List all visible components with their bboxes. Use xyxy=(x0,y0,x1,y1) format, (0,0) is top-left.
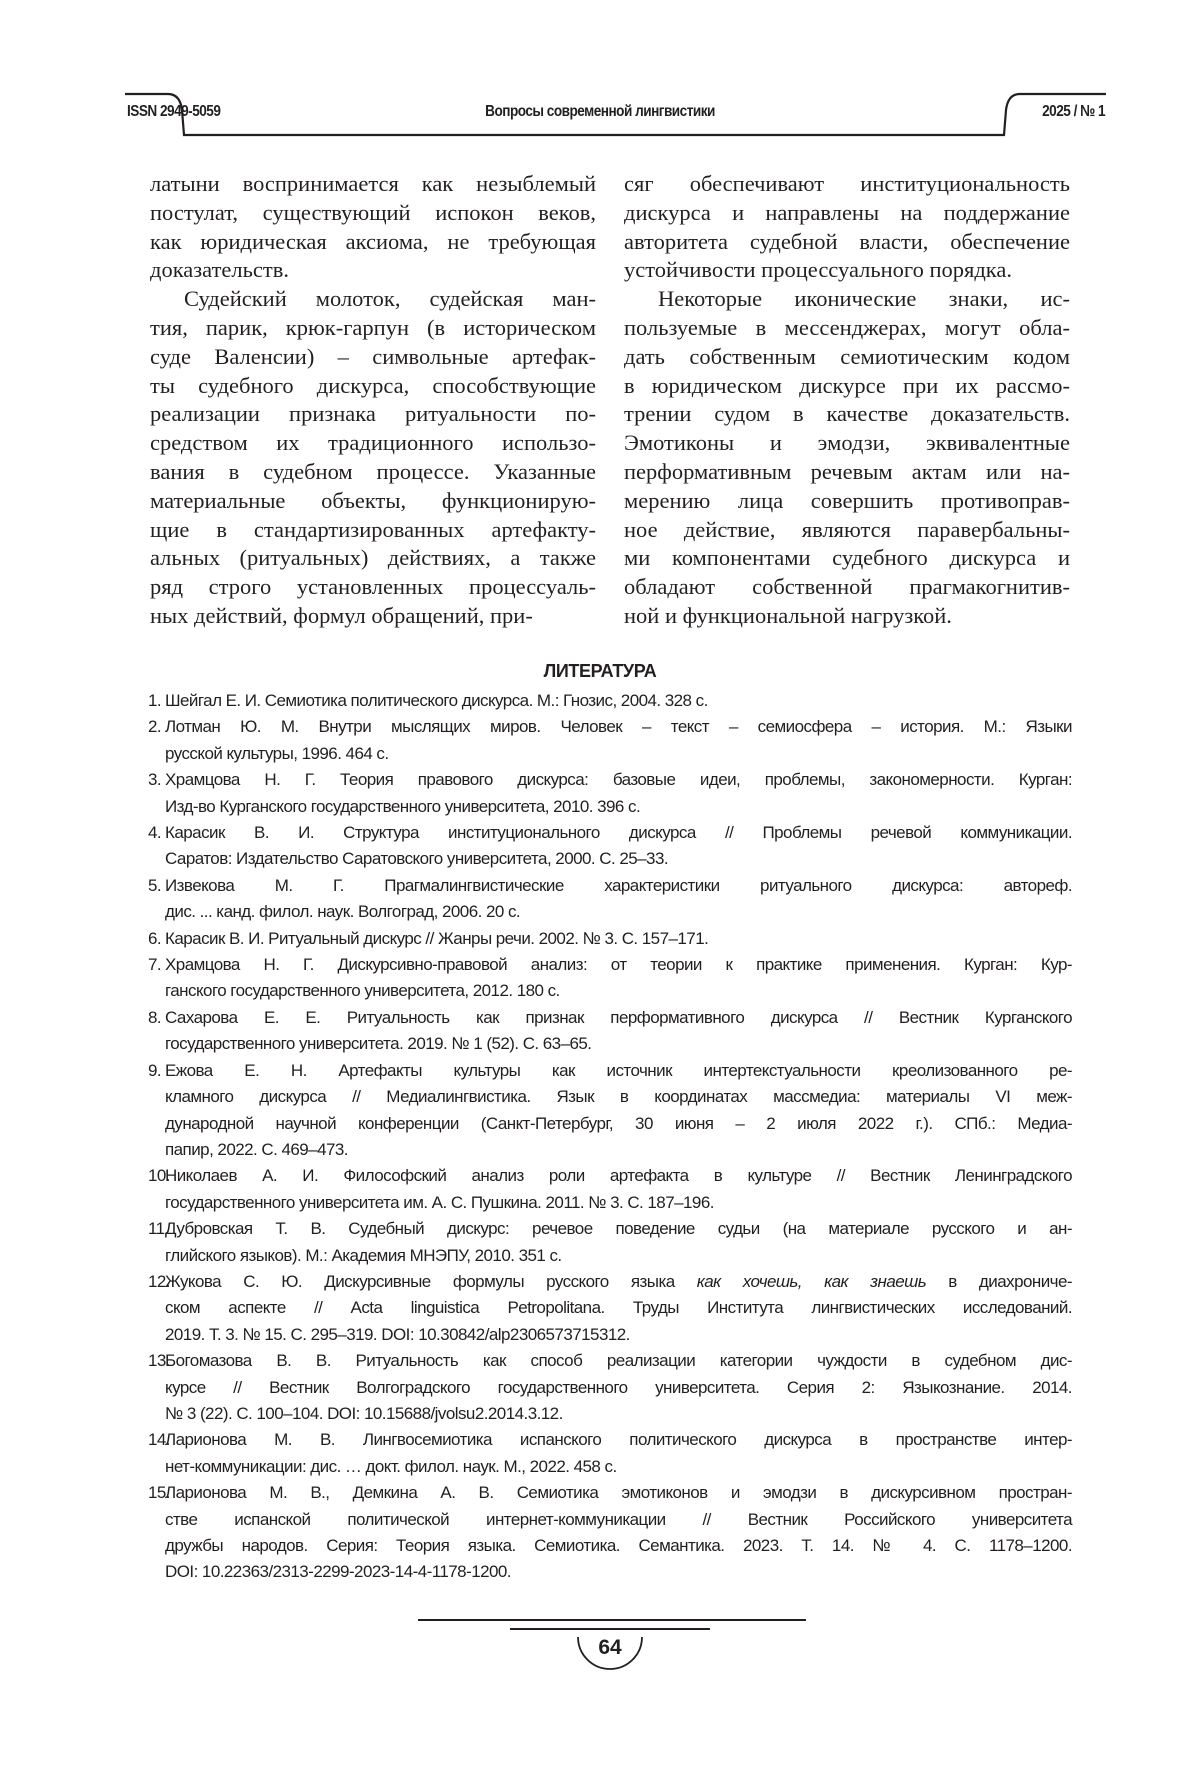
reference-line: нет-коммуникации: дис. … докт. филол. наук. М., 2022. 458 с. xyxy=(165,1454,1072,1480)
reference-line: Храмцова Н. Г. Теория правового дискурса: базовые идеи, проблемы, закономерности. Курган: xyxy=(165,767,1072,793)
reference-number: 5. xyxy=(148,873,165,899)
reference-item xyxy=(148,820,1072,873)
reference-line: государственного университета. 2019. № 1 (52). С. 63–65. xyxy=(165,1031,1072,1057)
reference-number: 11. xyxy=(148,1216,165,1242)
reference-number: 1. xyxy=(148,688,165,714)
references-title: ЛИТЕРАТУРА xyxy=(0,661,1200,682)
paragraph xyxy=(150,285,596,631)
reference-line: стве испанской политической интернет-коммуникации // Вестник Российского университета xyxy=(165,1507,1072,1533)
reference-number: 14. xyxy=(148,1427,165,1453)
text-line: устойчивости процессуального порядка. xyxy=(624,256,1070,285)
text-line: ных действий, формул обращений, при- xyxy=(150,602,596,631)
reference-item xyxy=(148,714,1072,767)
text-line: дать собственным семиотическим кодом xyxy=(624,343,1070,372)
text-line: латыни воспринимается как незыблемый xyxy=(150,170,596,199)
reference-line: Николаев А. И. Философский анализ роли артефакта в культуре // Вестник Ленинградского xyxy=(165,1163,1072,1189)
reference-number: 2. xyxy=(148,714,165,740)
reference-number: 10. xyxy=(148,1163,165,1189)
reference-line: Дубровская Т. В. Судебный дискурс: речевое поведение судьи (на материале русского и ан- xyxy=(165,1216,1072,1242)
text-line: перформативным речевым актам или на- xyxy=(624,458,1070,487)
text-line: альных (ритуальных) действиях, а также xyxy=(150,544,596,573)
issn: ISSN 2949-5059 xyxy=(127,103,220,121)
text-line: Эмотиконы и эмодзи, эквивалентные xyxy=(624,429,1070,458)
reference-number: 4. xyxy=(148,820,165,846)
text-line: авторитета судебной власти, обеспечение xyxy=(624,228,1070,257)
reference-item xyxy=(148,1427,1072,1480)
text-line: щие в стандартизированных артефакту- xyxy=(150,516,596,545)
text-line: вания в судебном процессе. Указанные xyxy=(150,458,596,487)
paragraph xyxy=(150,170,596,285)
reference-item xyxy=(148,1058,1072,1164)
reference-item xyxy=(148,688,1072,714)
paragraph xyxy=(624,170,1070,285)
reference-line: DOI: 10.22363/2313-2299-2023-14-4-1178-1200. xyxy=(165,1559,1072,1585)
body-column-left xyxy=(150,170,596,631)
reference-number: 3. xyxy=(148,767,165,793)
reference-line: папир, 2022. С. 469–473. xyxy=(165,1137,1072,1163)
reference-line: дународной научной конференции (Санкт-Петербург, 30 июня – 2 июля 2022 г.). СПб.: Медиа- xyxy=(165,1111,1072,1137)
reference-line: Карасик В. И. Структура институционального дискурса // Проблемы речевой коммуникации. xyxy=(165,820,1072,846)
reference-number: 6. xyxy=(148,926,165,952)
reference-number: 7. xyxy=(148,952,165,978)
reference-item xyxy=(148,926,1072,952)
reference-item xyxy=(148,1348,1072,1427)
reference-line: Сахарова Е. Е. Ритуальность как признак перформативного дискурса // Вестник Курганского xyxy=(165,1005,1072,1031)
text-line: трении судом в качестве доказательств. xyxy=(624,400,1070,429)
reference-line: Ларионова М. В., Демкина А. В. Семиотика эмотиконов и эмодзи в дискурсивном простран- xyxy=(165,1480,1072,1506)
reference-line: государственного университета им. А. С. Пушкина. 2011. № 3. С. 187–196. xyxy=(165,1190,1072,1216)
reference-line: Шейгал Е. И. Семиотика политического дискурса. М.: Гнозис, 2004. 328 с. xyxy=(165,688,1072,714)
reference-line: Извекова М. Г. Прагмалингвистические характеристики ритуального дискурса: автореф. xyxy=(165,873,1072,899)
text-line: мерению лица совершить противоправ- xyxy=(624,487,1070,516)
reference-number: 12. xyxy=(148,1269,165,1295)
body-column-right xyxy=(624,170,1070,631)
text-line: сяг обеспечивают институциональность xyxy=(624,170,1070,199)
page-number: 64 xyxy=(580,1636,640,1660)
reference-number: 15. xyxy=(148,1480,165,1506)
reference-line: дружбы народов. Серия: Теория языка. Семиотика. Семантика. 2023. Т. 14. № 4. С. 1178–1200. xyxy=(165,1533,1072,1559)
reference-number: 8. xyxy=(148,1005,165,1031)
issue-number: 2025 / № 1 xyxy=(1042,103,1105,121)
text-line: как юридическая аксиома, не требующая xyxy=(150,228,596,257)
reference-item xyxy=(148,1480,1072,1586)
text-line: обладают собственной прагмакогнитив- xyxy=(624,573,1070,602)
reference-line: русской культуры, 1996. 464 с. xyxy=(165,741,1072,767)
text-line: ты судебного дискурса, способствующие xyxy=(150,372,596,401)
reference-line: Богомазова В. В. Ритуальность как способ реализации категории чуждости в судебном дис- xyxy=(165,1348,1072,1374)
reference-line: Изд-во Курганского государственного университета, 2010. 396 с. xyxy=(165,794,1072,820)
text-line: средством их традиционного использо- xyxy=(150,429,596,458)
text-line: Судейский молоток, судейская ман- xyxy=(150,285,596,314)
reference-line: Саратов: Издательство Саратовского университета, 2000. С. 25–33. xyxy=(165,846,1072,872)
reference-line: Храмцова Н. Г. Дискурсивно-правовой анализ: от теории к практике применения. Курган: Кур- xyxy=(165,952,1072,978)
text-line: постулат, существующий испокон веков, xyxy=(150,199,596,228)
paragraph xyxy=(624,285,1070,631)
reference-line: дис. ... канд. филол. наук. Волгоград, 2006. 20 с. xyxy=(165,899,1072,925)
text-line: ряд строго установленных процессуаль- xyxy=(150,573,596,602)
reference-item xyxy=(148,1216,1072,1269)
reference-line: № 3 (22). С. 100–104. DOI: 10.15688/jvolsu2.2014.3.12. xyxy=(165,1401,1072,1427)
text-line: доказательств. xyxy=(150,256,596,285)
reference-item xyxy=(148,1163,1072,1216)
reference-line: глийского языков). М.: Академия МНЭПУ, 2010. 351 с. xyxy=(165,1243,1072,1269)
reference-line: ском аспекте // Acta linguistica Petropolitana. Труды Института лингвистических исследований. xyxy=(165,1295,1072,1321)
journal-title: Вопросы современной лингвистики xyxy=(485,103,715,121)
reference-item xyxy=(148,873,1072,926)
text-line: ной и функциональной нагрузкой. xyxy=(624,602,1070,631)
text-line: дискурса и направлены на поддержание xyxy=(624,199,1070,228)
reference-item xyxy=(148,767,1072,820)
references-list xyxy=(148,688,1072,1586)
text-line: суде Валенсии) – символьные артефак- xyxy=(150,343,596,372)
reference-line: ганского государственного университета, 2012. 180 с. xyxy=(165,978,1072,1004)
text-line: пользуемые в мессенджерах, могут обла- xyxy=(624,314,1070,343)
reference-line: Ларионова М. В. Лингвосемиотика испанского политического дискурса в пространстве интер- xyxy=(165,1427,1072,1453)
reference-number: 9. xyxy=(148,1058,165,1084)
reference-line: Карасик В. И. Ритуальный дискурс // Жанры речи. 2002. № 3. С. 157–171. xyxy=(165,926,1072,952)
reference-line: 2019. Т. 3. № 15. С. 295–319. DOI: 10.30842/alp2306573715312. xyxy=(165,1322,1072,1348)
text-line: тия, парик, крюк-гарпун (в историческом xyxy=(150,314,596,343)
reference-line: Жукова С. Ю. Дискурсивные формулы русского языка как хочешь, как знаешь в диахрониче- xyxy=(165,1269,1072,1295)
reference-line: кламного дискурса // Медиалингвистика. Язык в координатах массмедиа: материалы VI меж- xyxy=(165,1084,1072,1110)
reference-number: 13. xyxy=(148,1348,165,1374)
text-line: ное действие, являются паравербальны- xyxy=(624,516,1070,545)
reference-line: Лотман Ю. М. Внутри мыслящих миров. Человек – текст – семиосфера – история. М.: Языки xyxy=(165,714,1072,740)
text-line: ми компонентами судебного дискурса и xyxy=(624,544,1070,573)
text-line: в юридическом дискурсе при их рассмо- xyxy=(624,372,1070,401)
text-line: материальные объекты, функционирую- xyxy=(150,487,596,516)
reference-item xyxy=(148,1005,1072,1058)
reference-item xyxy=(148,1269,1072,1348)
italic-phrase: как хочешь, как знаешь xyxy=(697,1272,926,1291)
reference-line: курсе // Вестник Волгоградского государственного университета. Серия 2: Языкознание. 2014. xyxy=(165,1375,1072,1401)
reference-item xyxy=(148,952,1072,1005)
text-line: Некоторые иконические знаки, ис- xyxy=(624,285,1070,314)
reference-line: Ежова Е. Н. Артефакты культуры как источник интертекстуальности креолизованного ре- xyxy=(165,1058,1072,1084)
text-line: реализации признака ритуальности по- xyxy=(150,400,596,429)
